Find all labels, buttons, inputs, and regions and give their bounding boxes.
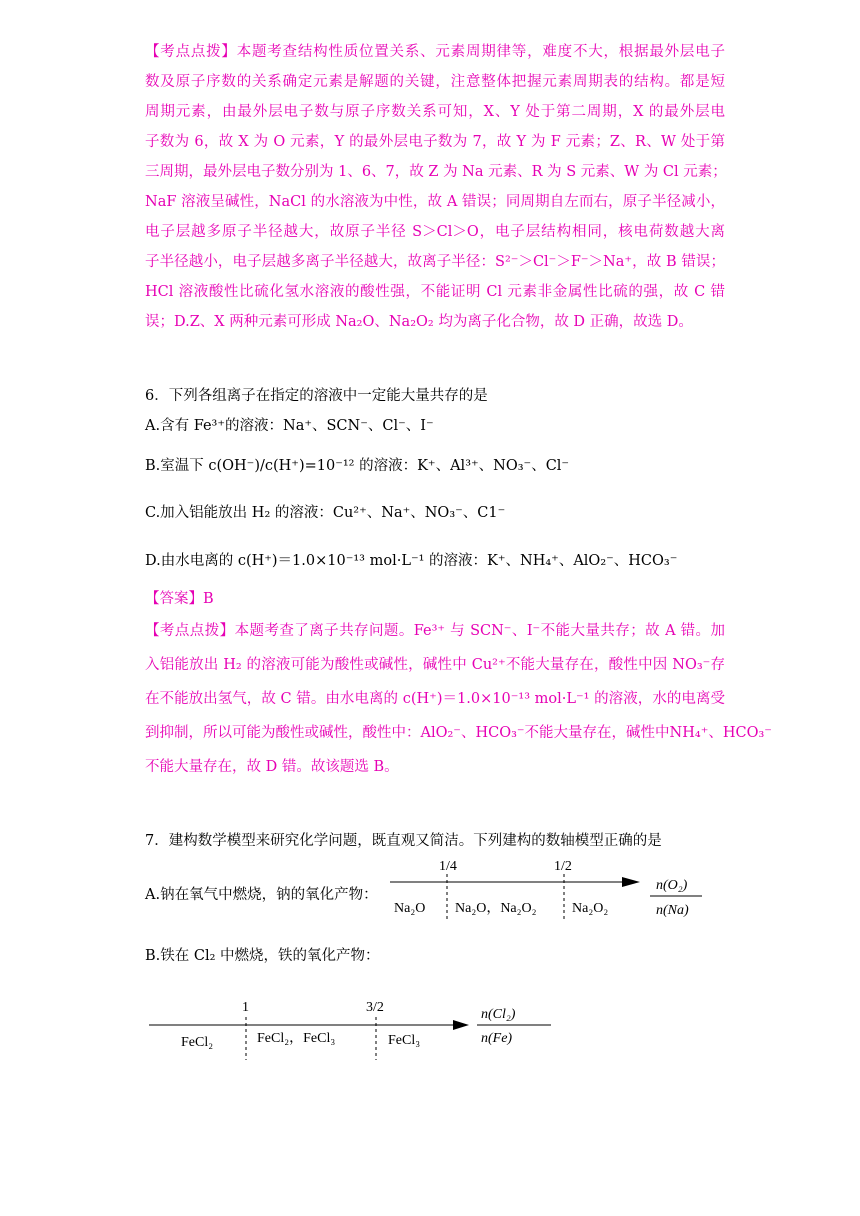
question-6-option-d: D.由水电离的 c(H⁺)＝1.0×10⁻¹³ mol·L⁻¹ 的溶液：K⁺、NH₄⁺、AlO₂⁻、HCO₃⁻ [145, 553, 678, 569]
text-line: HCl 溶液酸性比硫化氢水溶液的酸性强，不能证明 Cl 元素非金属性比硫的强，故 C 错 [145, 284, 725, 300]
question-6-option-c: C.加入铝能放出 H₂ 的溶液：Cu²⁺、Na⁺、NO₃⁻、C1⁻ [145, 505, 506, 521]
ratio-denominator: n(Fe) [481, 1031, 513, 1046]
text-line: 误；D.Z、X 两种元素可形成 Na₂O、Na₂O₂ 均为离子化合物，故 D 正确，故选 D。 [145, 314, 693, 330]
explanation-q5 [145, 37, 725, 337]
text-line: 数及原子序数的关系确定元素是解题的关键，注意整体把握元素周期表的结构。都是短 [145, 74, 725, 90]
number-line-b [147, 992, 567, 1062]
text-line: 【考点点拨】本题考查结构性质位置关系、元素周期律等，难度不大，根据最外层电子 [145, 44, 725, 60]
text-line: 三周期，最外层电子数分别为 1、6、7，故 Z 为 Na 元素、R 为 S 元素、W 为 Cl 元素； [145, 164, 727, 180]
text-line: 【考点点拨】本题考查了离子共存问题。Fe³⁺ 与 SCN⁻、I⁻不能大量共存；故 A 错。加 [145, 623, 725, 639]
tick-label: 3/2 [366, 1000, 384, 1015]
question-6-option-b: B.室温下 c(OH⁻)/c(H⁺)=10⁻¹² 的溶液：K⁺、Al³⁺、NO₃⁻、Cl⁻ [145, 458, 570, 474]
ratio-numerator: n(O₂) [656, 878, 688, 893]
text-line: NaF 溶液呈碱性，NaCl 的水溶液为中性，故 A 错误；同周期自左而右，原子半径减小， [145, 194, 725, 210]
text-line: 入铝能放出 H₂ 的溶液可能为酸性或碱性，碱性中 Cu²⁺不能大量存在，酸性中因 NO₃⁻存 [145, 657, 725, 673]
question-6-stem: 6．下列各组离子在指定的溶液中一定能大量共存的是 [145, 388, 488, 404]
arrow-head [622, 877, 640, 887]
segment-label: Na₂O [394, 901, 426, 916]
question-6-answer: 【答案】B [145, 591, 214, 607]
text-line: 到抑制，所以可能为酸性或碱性，酸性中：AlO₂⁻、HCO₃⁻不能大量存在，碱性中NH₄⁺、HCO₃⁻ [145, 725, 772, 741]
segment-label: FeCl₂，FeCl₃ [257, 1031, 336, 1046]
segment-label: Na₂O，Na₂O₂ [455, 901, 537, 916]
question-7-stem: 7．建构数学模型来研究化学问题，既直观又简洁。下列建构的数轴模型正确的是 [145, 833, 662, 849]
question-7-option-b-label: B.铁在 Cl₂ 中燃烧，铁的氧化产物： [145, 948, 380, 964]
number-line-a [382, 856, 712, 926]
tick-label: 1/4 [439, 859, 457, 874]
arrow-head [453, 1020, 469, 1030]
text-line: 子数为 6，故 X 为 O 元素，Y 的最外层电子数为 7，故 Y 为 F 元素；Z、R、W 处于第 [145, 134, 725, 150]
tick-label: 1 [242, 1000, 249, 1015]
ratio-denominator: n(Na) [656, 903, 689, 918]
text-line: 周期元素，由最外层电子数与原子序数关系可知，X、Y 处于第二周期，X 的最外层电 [145, 104, 725, 120]
segment-label: Na₂O₂ [572, 901, 609, 916]
text-line: 子半径越小，电子层越多离子半径越大，故离子半径：S²⁻＞Cl⁻＞F⁻＞Na⁺，故 B 错误； [145, 254, 725, 270]
text-line: 电子层越多原子半径越大，故原子半径 S＞Cl＞O，电子层结构相同，核电荷数越大离 [145, 224, 725, 240]
text-line: 不能大量存在，故 D 错。故该题选 B。 [145, 759, 399, 775]
explanation-q6 [145, 614, 772, 784]
segment-label: FeCl₂ [181, 1035, 214, 1050]
segment-label: FeCl₃ [388, 1033, 421, 1048]
tick-label: 1/2 [554, 859, 572, 874]
ratio-numerator: n(Cl₂) [481, 1007, 516, 1022]
question-6-option-a: A.含有 Fe³⁺的溶液：Na⁺、SCN⁻、Cl⁻、I⁻ [145, 418, 434, 434]
question-7-option-a-label: A.钠在氧气中燃烧，钠的氧化产物： [145, 887, 378, 903]
text-line: 在不能放出氢气，故 C 错。由水电离的 c(H⁺)＝1.0×10⁻¹³ mol·L⁻¹ 的溶液，水的电离受 [145, 691, 725, 707]
